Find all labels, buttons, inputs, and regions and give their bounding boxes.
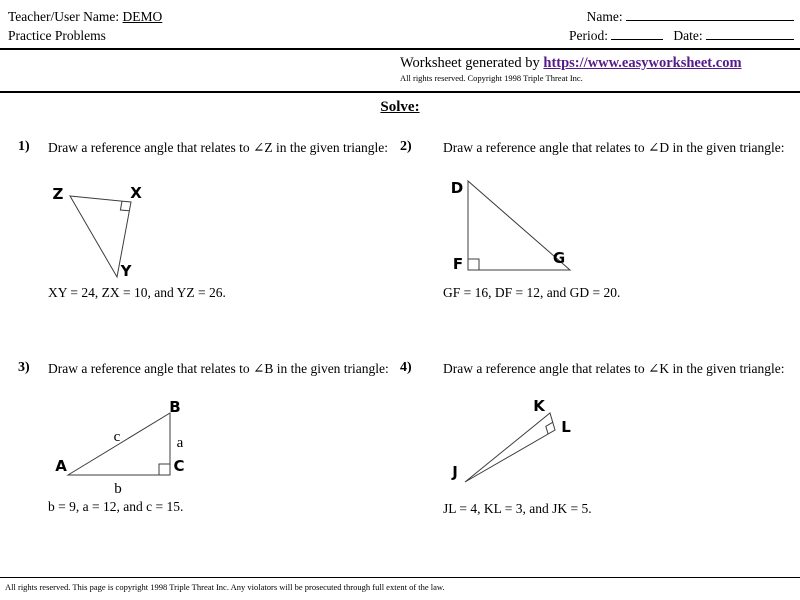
vertex-label-g: G	[552, 249, 566, 267]
solve-heading: Solve:	[380, 99, 420, 115]
problem-2-prompt: Draw a reference angle that relates to ∠D in the given triangle:	[443, 140, 785, 155]
problem-2-measurements: GF = 16, DF = 12, and GD = 20.	[443, 285, 621, 300]
footer-divider	[0, 577, 800, 578]
branding-divider	[0, 91, 800, 93]
vertex-label-f: F	[452, 255, 464, 273]
branding-copyright: All rights reserved. Copyright 1998 Triple Threat Inc.	[400, 73, 583, 83]
vertex-label-j: J	[452, 463, 458, 481]
generated-by-text: Worksheet generated by	[400, 55, 544, 71]
right-angle-marker-x	[120, 201, 129, 211]
side-label-c: c	[113, 429, 121, 445]
right-angle-marker-f	[468, 259, 479, 270]
right-angle-marker-c	[159, 464, 170, 475]
vertex-label-b: B	[169, 398, 181, 416]
period-date-row	[569, 26, 794, 45]
problem-4-prompt: Draw a reference angle that relates to ∠K in the given triangle:	[443, 361, 785, 376]
triangle-jkl-outline	[465, 413, 555, 482]
vertex-label-l: L	[561, 418, 571, 436]
period-blank-field	[611, 27, 663, 40]
teacher-name-value: DEMO	[122, 9, 163, 24]
problem-3-triangle-figure	[55, 400, 195, 495]
teacher-name-row	[8, 7, 162, 26]
name-label: Name:	[586, 9, 623, 24]
header-right	[569, 7, 794, 45]
teacher-name-label: Teacher/User Name:	[8, 9, 123, 24]
vertex-label-x: X	[130, 184, 142, 202]
problem-1-triangle-figure	[45, 185, 185, 290]
problem-1-number: 1)	[18, 139, 30, 154]
vertex-label-d: D	[450, 179, 464, 197]
problem-2-triangle-figure	[445, 176, 580, 276]
vertex-label-c: C	[173, 457, 185, 475]
problem-4-measurements: JL = 4, KL = 3, and JK = 5.	[443, 501, 592, 516]
vertex-label-z: Z	[52, 185, 64, 203]
date-label: Date:	[673, 28, 703, 43]
vertex-label-a: A	[55, 457, 67, 475]
vertex-label-y: Y	[120, 262, 132, 280]
problem-4-number: 4)	[400, 360, 412, 375]
problem-1-measurements: XY = 24, ZX = 10, and YZ = 26.	[48, 285, 226, 300]
triangle-abc	[55, 400, 195, 495]
vertex-label-k: K	[533, 397, 545, 415]
problem-1-prompt: Draw a reference angle that relates to ∠Z in the given triangle:	[48, 140, 389, 155]
problem-3-measurements: b = 9, a = 12, and c = 15.	[48, 499, 184, 514]
date-blank-field	[706, 27, 794, 40]
triangle-jkl	[445, 396, 590, 491]
footer-copyright: All rights reserved. This page is copyright 1998 Triple Threat Inc. Any violators will be prosecuted through full extent of the law.	[5, 582, 445, 592]
header-divider	[0, 48, 800, 50]
name-blank-field	[626, 8, 794, 21]
name-row	[569, 7, 794, 26]
period-label: Period:	[569, 28, 608, 43]
triangle-dfg	[445, 176, 580, 276]
side-label-b: b	[114, 481, 122, 497]
triangle-zxy	[45, 185, 185, 290]
problem-4-triangle-figure	[445, 396, 590, 491]
generated-by-line	[400, 55, 742, 72]
easyworksheet-link[interactable]: https://www.easyworksheet.com	[543, 55, 742, 71]
side-label-a: a	[176, 435, 184, 451]
problem-3-prompt: Draw a reference angle that relates to ∠B in the given triangle:	[48, 361, 389, 376]
header-left	[8, 7, 162, 45]
branding-block	[400, 55, 742, 83]
problem-3-number: 3)	[18, 360, 30, 375]
worksheet-subtitle: Practice Problems	[8, 28, 106, 43]
problem-2-number: 2)	[400, 139, 412, 154]
